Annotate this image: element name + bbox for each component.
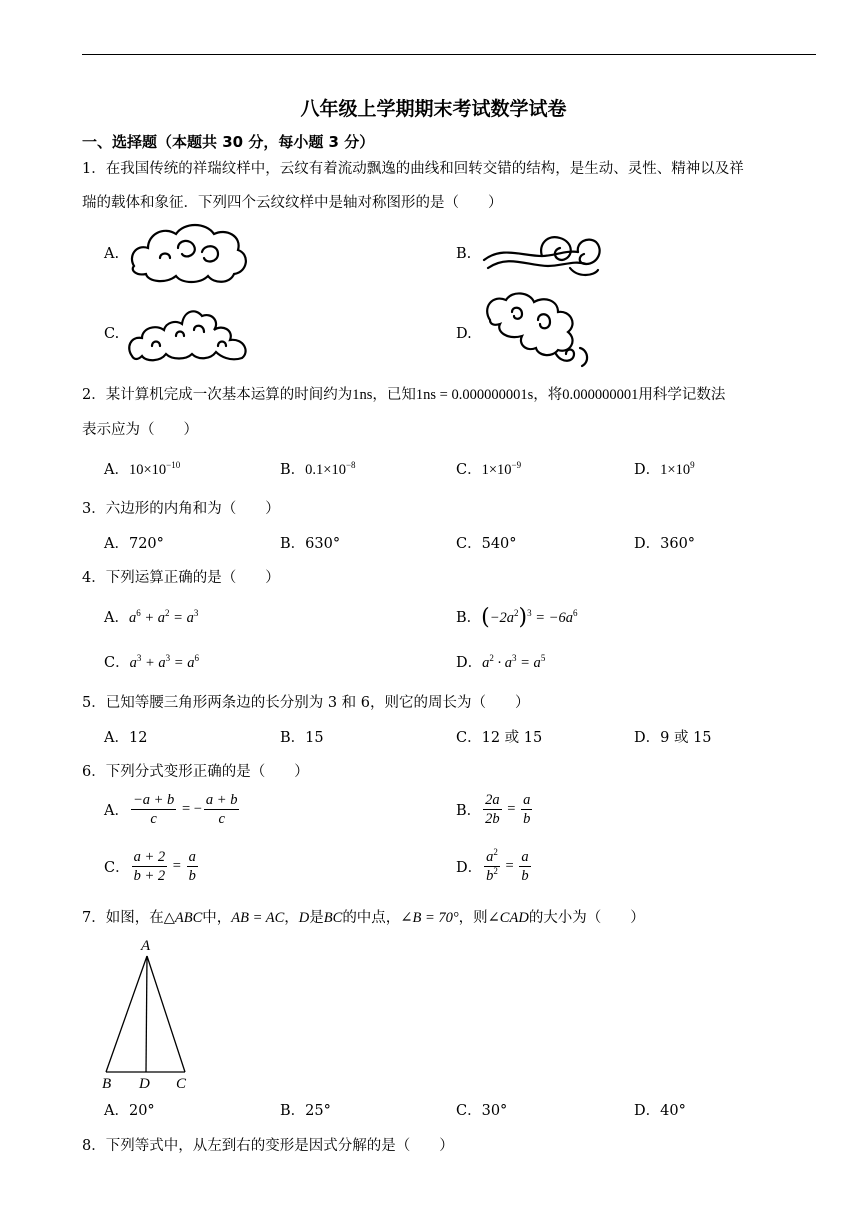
q4-option-c-label: C．: [104, 655, 130, 671]
header-rule: [82, 54, 816, 55]
q6-option-a: [104, 791, 241, 828]
q2-option-b-label: B．: [280, 462, 306, 478]
q6-b-denominator-right: b: [523, 811, 531, 827]
q4-a-exp1: 6: [136, 608, 141, 618]
q8-stem: 8．下列等式中，从左到右的变形是因式分解的是（ ）: [82, 1138, 454, 1154]
q7-mid3: 是: [309, 910, 324, 926]
q4-option-d-label: D．: [456, 655, 483, 671]
q6-d-fraction-left: [484, 848, 500, 885]
q4-d-term1: a: [482, 655, 490, 671]
q6-d-numerator-left: [484, 848, 500, 867]
q4-c-exp3: 6: [194, 653, 199, 663]
q4-c-exp2: 3: [165, 653, 171, 663]
q6-d-numerator-exp: 2: [493, 847, 498, 857]
q4-c-term3: = a: [170, 655, 195, 671]
q2-mid1: ，已知: [372, 387, 416, 403]
q2-option-a: [104, 460, 180, 480]
q2-option-b: [280, 460, 356, 480]
q4-a-term3: = a: [169, 610, 194, 626]
q6-c-denominator-left: b + 2: [133, 868, 166, 884]
q6-option-a-label: A．: [104, 803, 129, 819]
q1-option-d-label: D.: [456, 326, 472, 342]
q4-d-exp3: 5: [540, 653, 546, 663]
q6-c-numerator-right: a: [188, 849, 196, 865]
q6-c-denominator-right: b: [188, 868, 196, 884]
q4-b-exp2: 3: [527, 608, 532, 618]
isosceles-triangle-diagram: [96, 934, 196, 1094]
q2-mid2: ，将: [533, 387, 563, 403]
q1-stem-line2: 瑞的载体和象征．下列四个云纹纹样中是轴对称图形的是（ ）: [82, 195, 503, 211]
q6-a-equals: = −: [178, 801, 202, 817]
q2-stem-line2: 表示应为（ ）: [82, 422, 198, 438]
q6-d-denominator-exp: 2: [493, 866, 498, 876]
q7-mid4: 的中点，: [342, 910, 401, 926]
q2-option-d-exp: 9: [690, 460, 695, 470]
cloud-pattern-d-icon: [482, 290, 592, 374]
q1-option-c-label: C.: [104, 326, 120, 342]
q4-c-term1: a: [129, 655, 137, 671]
q4-a-exp3: 3: [193, 608, 199, 618]
q7-option-b: B．25°: [280, 1103, 331, 1119]
q2-number: 0.000000001: [562, 387, 639, 403]
q6-b-equals: =: [503, 801, 520, 817]
q7-mid1: 中，: [202, 910, 232, 926]
q6-stem: 6．下列分式变形正确的是（ ）: [82, 764, 309, 780]
q4-b-term3: = −6a: [531, 610, 573, 626]
q6-option-c-label: C．: [104, 860, 130, 876]
q4-option-a-label: A．: [104, 610, 129, 626]
side-ab: [106, 956, 147, 1072]
q4-option-c: [104, 653, 199, 673]
q6-a-numerator-right: a + b: [205, 792, 238, 808]
q6-option-d-label: D．: [456, 860, 483, 876]
q6-d-denominator-right: b: [521, 868, 529, 884]
q6-c-equals: =: [169, 858, 185, 874]
q2-pre: 2．某计算机完成一次基本运算的时间约为: [82, 387, 353, 403]
label-b: B: [102, 1076, 112, 1092]
q6-option-c: [104, 848, 200, 885]
q6-option-b-label: B．: [456, 803, 482, 819]
q7-stem: [82, 908, 645, 928]
cloud-pattern-b-icon: [482, 230, 604, 280]
q7-equal-sides: AB = AC: [231, 910, 285, 926]
section-heading: 一、选择题（本题共 30 分，每小题 3 分）: [82, 133, 375, 151]
q4-b-term1: −2a: [489, 610, 515, 626]
label-d: D: [139, 1076, 150, 1092]
q2-option-b-exp: −8: [345, 460, 356, 470]
q2-option-a-base: 10×10: [128, 462, 167, 478]
label-c: C: [176, 1076, 187, 1092]
q6-a-denominator-left: c: [150, 811, 157, 827]
q5-option-c: C．12 或 15: [456, 730, 543, 746]
q4-b-close-paren: ): [518, 605, 528, 630]
q4-d-exp2: 3: [512, 653, 517, 663]
q2-option-d: [634, 460, 695, 480]
label-a: A: [141, 938, 151, 954]
q2-option-a-exp: −10: [166, 460, 181, 470]
q2-option-d-base: 1×10: [660, 462, 691, 478]
q5-stem: 5．已知等腰三角形两条边的长分别为 3 和 6，则它的周长为（ ）: [82, 695, 530, 711]
q4-option-b: [456, 605, 578, 630]
q4-option-d: [456, 653, 545, 673]
q6-d-numerator-right: a: [521, 849, 529, 865]
q7-point-d: D: [298, 910, 310, 926]
q5-option-d: D．9 或 15: [634, 730, 712, 746]
q7-option-d: D．40°: [634, 1103, 686, 1119]
q6-a-fraction-right: [204, 791, 240, 828]
q6-option-d: [456, 848, 533, 885]
q6-c-fraction-right: [187, 848, 198, 885]
q6-a-numerator-left: −a + b: [132, 792, 175, 808]
q7-mid5: ，则: [458, 910, 488, 926]
q2-option-c: [456, 460, 521, 480]
q2-stem-line1: [82, 385, 725, 405]
q2-option-c-label: C．: [456, 462, 482, 478]
q4-a-term1: a: [128, 610, 137, 626]
q4-a-exp2: 2: [165, 608, 170, 618]
q4-d-term3: = a: [516, 655, 541, 671]
q4-d-term2: · a: [493, 655, 513, 671]
q7-mid2: ，: [284, 910, 299, 926]
q1-option-b-label: B.: [456, 246, 472, 262]
segment-ad: [146, 956, 147, 1072]
q5-option-b: B．15: [280, 730, 324, 746]
q4-d-exp1: 2: [489, 653, 494, 663]
q6-b-fraction-left: [483, 791, 502, 828]
q6-b-numerator-right: a: [523, 792, 531, 808]
q4-b-exp1: 2: [514, 608, 519, 618]
q4-stem: 4．下列运算正确的是（ ）: [82, 570, 280, 586]
q6-d-denominator-base: b: [486, 868, 494, 884]
cloud-pattern-c-icon: [126, 302, 250, 364]
q7-option-c: C．30°: [456, 1103, 508, 1119]
page-title: 八年级上学期期末考试数学试卷: [300, 98, 567, 120]
q2-unit: 1ns: [352, 387, 373, 403]
q2-equation: 1ns = 0.000000001s: [415, 387, 534, 403]
q7-segment-bc: BC: [323, 910, 343, 926]
q6-b-denominator-left: 2b: [485, 811, 500, 827]
q4-option-a: [104, 608, 198, 628]
q2-option-a-label: A．: [104, 462, 129, 478]
q7-pre: 7．如图，在: [82, 910, 164, 926]
q6-a-denominator-right: c: [218, 811, 225, 827]
q4-b-open-paren: (: [481, 605, 490, 630]
q1-stem-line1: 1．在我国传统的祥瑞纹样中，云纹有着流动飘逸的曲线和回转交错的结构，是生动、灵性、精神以及祥: [82, 161, 744, 177]
q4-b-exp3: 6: [572, 608, 578, 618]
q7-triangle: △ABC: [163, 910, 203, 926]
q6-d-numerator-base: a: [486, 849, 494, 865]
q7-post: 的大小为（ ）: [528, 910, 645, 926]
q2-post: 用科学记数法: [638, 387, 726, 403]
q4-a-term2: + a: [140, 610, 166, 626]
q1-option-a-label: A.: [104, 246, 120, 262]
q6-d-denominator-left: [484, 867, 500, 885]
q3-stem: 3．六边形的内角和为（ ）: [82, 501, 280, 517]
q3-option-d: D．360°: [634, 536, 696, 552]
q6-d-equals: =: [501, 858, 518, 874]
q3-option-a: A．720°: [104, 536, 164, 552]
q2-option-d-label: D．: [634, 462, 661, 478]
q4-option-b-label: B．: [456, 610, 482, 626]
q5-option-a: A．12: [104, 730, 148, 746]
q6-a-fraction-left: [131, 791, 176, 828]
q4-c-term2: + a: [141, 655, 166, 671]
side-ac: [147, 956, 185, 1072]
q7-option-a: A．20°: [104, 1103, 155, 1119]
cloud-pattern-a-icon: [126, 218, 252, 288]
q6-d-fraction-right: [519, 848, 530, 885]
q4-c-exp1: 3: [136, 653, 142, 663]
q6-b-fraction-right: [521, 791, 532, 828]
q6-b-numerator-left: 2a: [485, 792, 500, 808]
q7-angle-cad: ∠CAD: [487, 910, 529, 926]
q2-option-c-exp: −9: [511, 460, 522, 470]
q6-option-b: [456, 791, 534, 828]
q3-option-b: B．630°: [280, 536, 341, 552]
q2-option-b-base: 0.1×10: [305, 462, 346, 478]
q2-option-c-base: 1×10: [481, 462, 512, 478]
q3-option-c: C．540°: [456, 536, 517, 552]
q6-c-fraction-left: [132, 848, 168, 885]
q7-angle-b: ∠B = 70°: [400, 910, 459, 926]
q6-c-numerator-left: a + 2: [133, 849, 166, 865]
